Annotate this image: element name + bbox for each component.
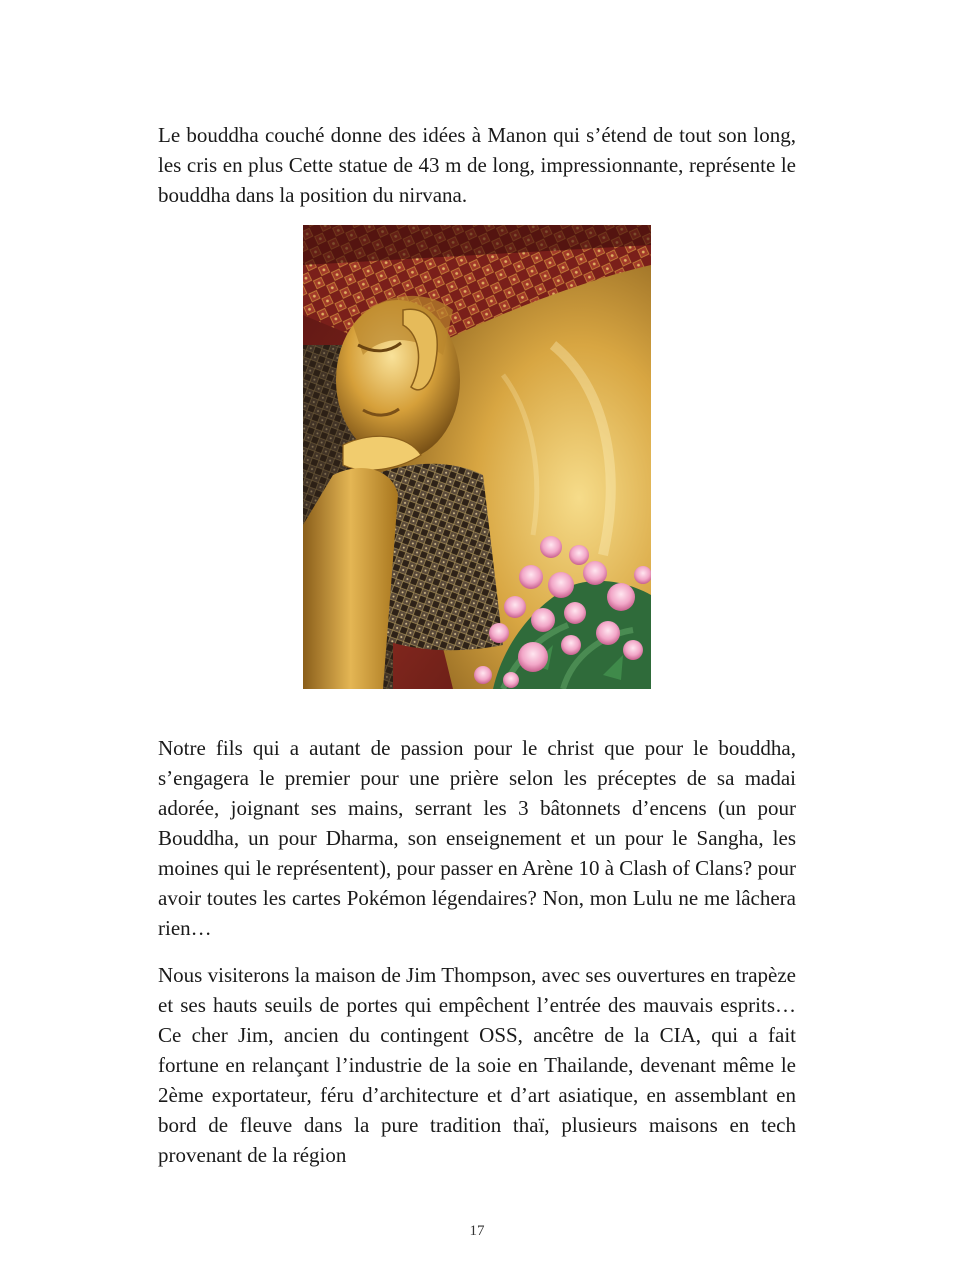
page-number: 17 [469, 1223, 485, 1239]
reclining-buddha-photo [303, 225, 651, 689]
paragraph-reclining-buddha: Le bouddha couché donne des idées à Manon qui s’étend de tout son long, les cris en plus Cette statue de 43 m de long, impressionnante, représente le bouddha dans la position du nirvana. [158, 123, 796, 207]
paragraph-jim-thompson: Nous visiterons la maison de Jim Thompson, avec ses ouvertures en trapèze et ses hauts seuils de portes qui empêchent l’entrée des mauvais esprits…Ce cher Jim, ancien du contingent OSS, ancêtre de la CIA, qui a fait fortune en relançant l’industrie de la soie en Thailande, devenant même le 2ème exportateur, féru d’architecture et d’art asiatique, en assemblant en bord de fleuve dans la pure tradition thaï, plusieurs maisons en tech provenant de la région [158, 963, 796, 1167]
paragraph-prayer: Notre fils qui a autant de passion pour le christ que pour le bouddha, s’engagera le premier pour une prière selon les préceptes de sa madai adorée, joignant ses mains, serrant les 3 bâtonnets d’encens (un pour Bouddha, un pour Dharma, son enseignement et un pour le Sangha, les moines qui le représentent), pour passer en Arène 10 à Clash of Clans? pour avoir toutes les cartes Pokémon légendaires? Non, mon Lulu ne me lâchera rien… [158, 736, 796, 940]
